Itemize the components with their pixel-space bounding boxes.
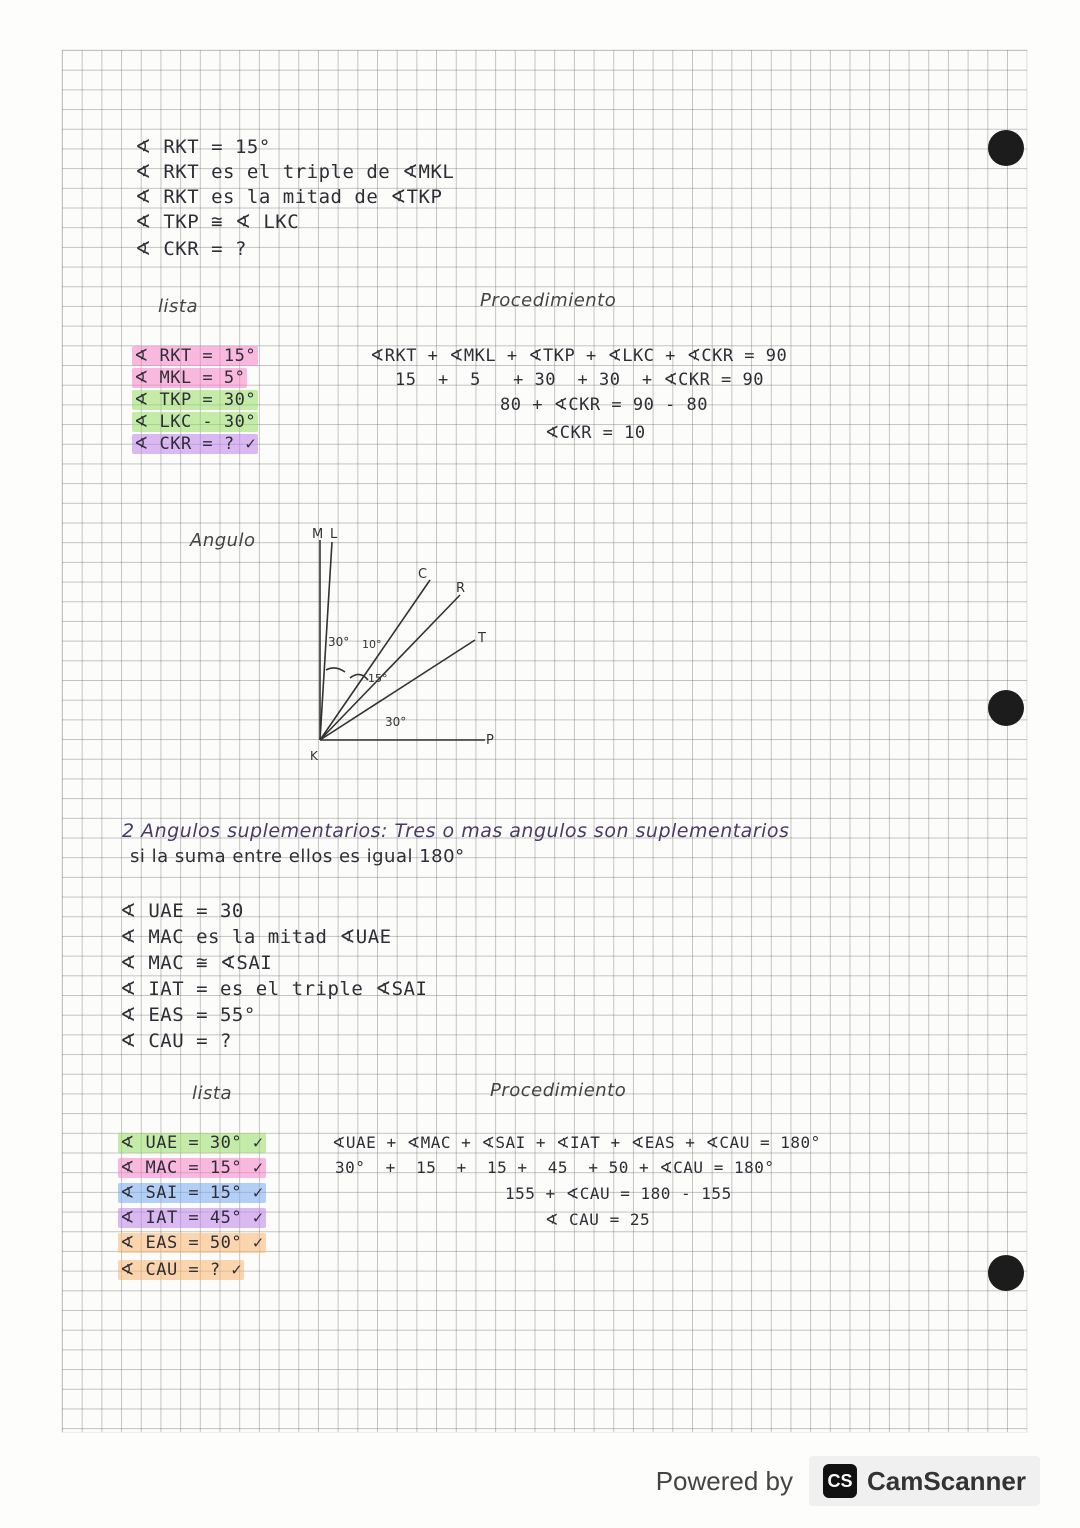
ray-kc — [320, 580, 430, 740]
list-item-text: ∢ MKL = 5° — [134, 368, 246, 388]
given-line: ∢ UAE = 30 — [120, 900, 244, 922]
binder-hole — [988, 1255, 1024, 1291]
procedure-title: Procedimiento — [480, 290, 617, 311]
given-line: ∢ CAU = ? — [120, 1030, 232, 1052]
list-item — [118, 1185, 266, 1202]
list-item — [132, 414, 258, 431]
angle-label: 10° — [362, 638, 382, 651]
point-label: R — [456, 581, 466, 596]
list-title: lista — [192, 1083, 232, 1104]
point-label: K — [310, 749, 318, 763]
given-line: ∢ IAT = es el triple ∢SAI — [120, 978, 428, 1000]
procedure-line: ∢CKR = 10 — [545, 423, 646, 443]
list-item-text: ∢ MAC = 15° ✓ — [120, 1158, 264, 1178]
given-line: ∢ MAC ≅ ∢SAI — [120, 952, 273, 974]
list-item-text: ∢ CKR = ? ✓ — [134, 434, 257, 454]
procedure-line: 80 + ∢CKR = 90 - 80 — [500, 395, 708, 415]
list-title: lista — [158, 296, 198, 317]
camscanner-brand: CamScanner — [867, 1465, 1026, 1496]
angle-figure — [290, 520, 530, 770]
binder-hole — [988, 130, 1024, 166]
point-label: L — [330, 527, 338, 542]
list-item — [118, 1210, 266, 1227]
angle-label: 30° — [328, 635, 350, 649]
given-line: ∢ MAC es la mitad ∢UAE — [120, 926, 392, 948]
list-item — [132, 370, 247, 387]
point-label: P — [486, 733, 494, 748]
list-item — [132, 436, 258, 453]
procedure-line: 155 + ∢CAU = 180 - 155 — [505, 1184, 732, 1203]
procedure-line: ∢ CAU = 25 — [545, 1210, 651, 1229]
list-item — [118, 1235, 266, 1252]
point-label: M — [312, 527, 324, 542]
list-item — [132, 348, 258, 365]
list-item — [118, 1262, 244, 1279]
list-item — [118, 1135, 266, 1152]
powered-by-text: Powered by — [655, 1465, 794, 1496]
angle-label: 30° — [385, 715, 407, 729]
binder-hole — [988, 690, 1024, 726]
list-item-text: ∢ UAE = 30° ✓ — [120, 1133, 264, 1153]
given-line: ∢ RKT = 15° — [135, 136, 271, 158]
camscanner-logo-icon: CS — [823, 1464, 857, 1498]
angle-label: 15° — [368, 672, 388, 685]
point-label: T — [478, 631, 486, 646]
section-heading-line2: si la suma entre ellos es igual 180° — [130, 846, 465, 867]
point-label: C — [418, 567, 428, 582]
figure-title: Angulo — [190, 530, 256, 551]
list-item — [132, 392, 258, 409]
procedure-line: ∢RKT + ∢MKL + ∢TKP + ∢LKC + ∢CKR = 90 — [370, 346, 788, 366]
procedure-line: 15 + 5 + 30 + 30 + ∢CKR = 90 — [395, 370, 764, 390]
given-line: ∢ CKR = ? — [135, 238, 247, 260]
list-item — [118, 1160, 266, 1177]
procedure-line: 30° + 15 + 15 + 45 + 50 + ∢CAU = 180° — [335, 1158, 775, 1177]
list-item-text: ∢ LKC - 30° — [134, 412, 257, 432]
given-line: ∢ TKP ≅ ∢ LKC — [135, 211, 300, 233]
list-item-text: ∢ CAU = ? ✓ — [120, 1260, 243, 1280]
procedure-line: ∢UAE + ∢MAC + ∢SAI + ∢IAT + ∢EAS + ∢CAU = 180° — [332, 1133, 821, 1152]
given-line: ∢ RKT es el triple de ∢MKL — [135, 161, 455, 183]
list-item-text: ∢ IAT = 45° ✓ — [120, 1208, 264, 1228]
list-item-text: ∢ RKT = 15° — [134, 346, 257, 366]
list-item-text: ∢ EAS = 50° ✓ — [120, 1233, 264, 1253]
given-line: ∢ EAS = 55° — [120, 1004, 256, 1026]
list-item-text: ∢ SAI = 15° ✓ — [120, 1183, 264, 1203]
procedure-title: Procedimiento — [490, 1080, 627, 1101]
given-line: ∢ RKT es la mitad de ∢TKP — [135, 186, 443, 208]
camscanner-badge — [809, 1456, 1040, 1506]
section-heading: 2 Angulos suplementarios: Tres o mas angulos son suplementarios — [122, 820, 790, 842]
camscanner-watermark — [656, 1456, 1040, 1506]
list-item-text: ∢ TKP = 30° — [134, 390, 257, 410]
